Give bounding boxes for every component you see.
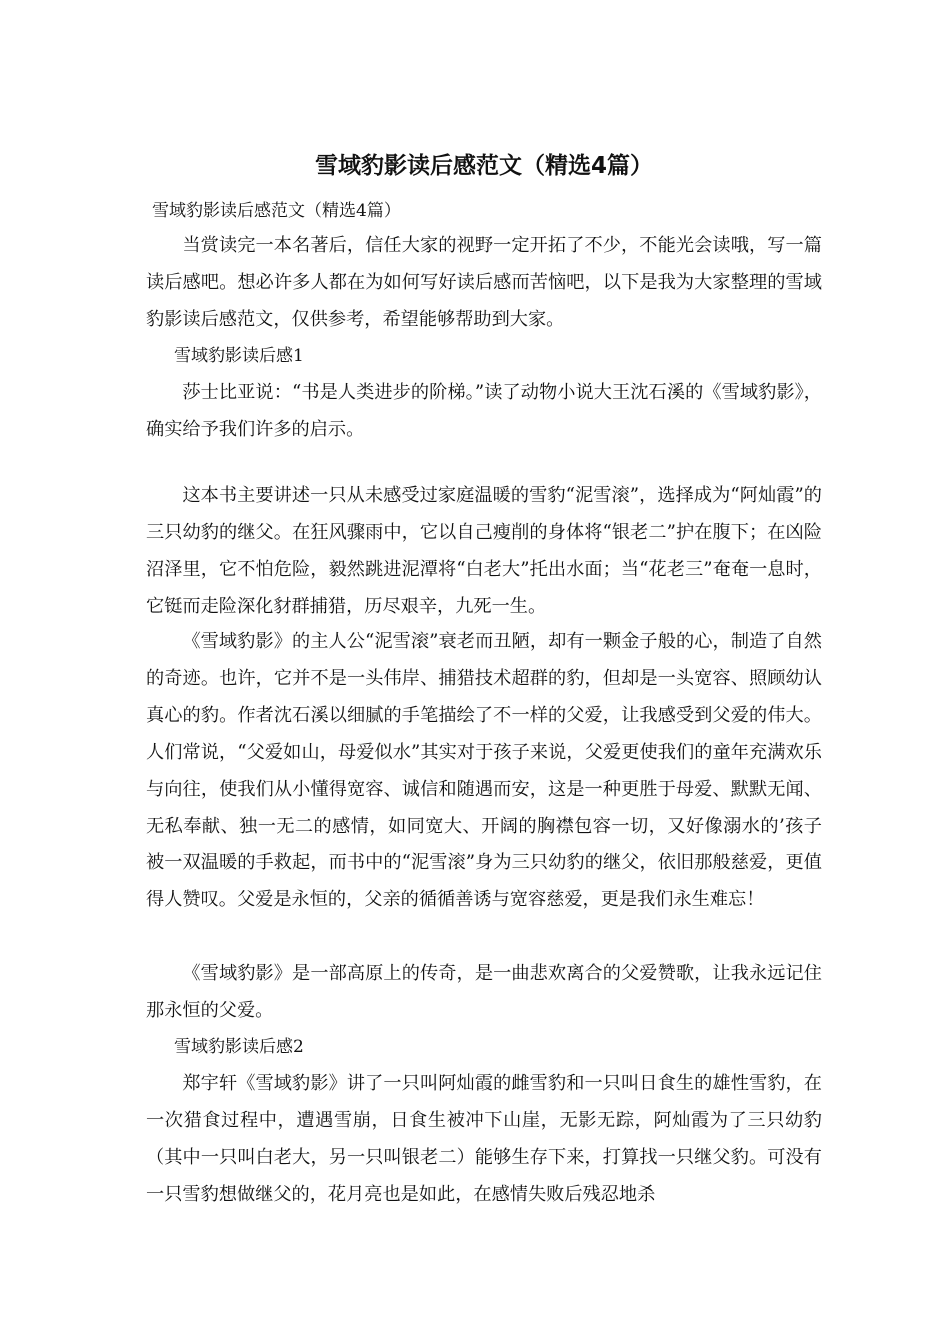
document-subtitle: 雪域豹影读后感范文（精选4篇）: [152, 201, 401, 221]
document-title: 雪域豹影读后感范文（精选4篇）: [314, 153, 653, 179]
section-heading-1: 雪域豹影读后感1: [174, 346, 304, 366]
section-1-paragraph-2: 这本书主要讲述一只从未感受过家庭温暖的雪豹“泥雪滚”，选择成为“阿灿霞”的三只幼豹的继父。在狂风骤雨中，它以自己瘦削的身体将“银老二”护在腹下；在凶险沼泽里，它不怕危险，毅然跳进泥潭将“白老大”托出水面；当“花老三”奄奄一息时，它铤而走险深化豺群捕猎，历尽艰辛，九死一生。: [146, 485, 822, 617]
section-1-paragraph-4: 《雪域豹影》是一部高原上的传奇，是一曲悲欢离合的父爱赞歌，让我永远记住那永恒的父爱。: [146, 963, 822, 1021]
intro-paragraph: 当赏读完一本名著后，信任大家的视野一定开拓了不少，不能光会读哦，写一篇读后感吧。想必许多人都在为如何写好读后感而苦恼吧，以下是我为大家整理的雪域豹影读后感范文，仅供参考，希望能够帮助到大家。: [146, 235, 822, 330]
section-2-paragraph-1: 郑宇轩《雪域豹影》讲了一只叫阿灿霞的雌雪豹和一只叫日食生的雄性雪豹，在一次猎食过程中，遭遇雪崩，日食生被冲下山崖，无影无踪，阿灿霞为了三只幼豹（其中一只叫白老大，另一只叫银老二）能够生存下来，打算找一只继父豹。可没有一只雪豹想做继父的，花月亮也是如此，在感情失败后残忍地杀: [146, 1073, 822, 1205]
document-page: [146, 0, 822, 1344]
section-1-paragraph-1: 莎士比亚说：“书是人类进步的阶梯。”读了动物小说大王沈石溪的《雪域豹影》，确实给予我们许多的启示。: [146, 382, 822, 440]
section-1-paragraph-3: 《雪域豹影》的主人公“泥雪滚”衰老而丑陋，却有一颗金子般的心，制造了自然的奇迹。也许，它并不是一头伟岸、捕猎技术超群的豹，但却是一头宽容、照顾幼认真心的豹。作者沈石溪以细腻的手笔描绘了不一样的父爱，让我感受到父爱的伟大。人们常说，“父爱如山，母爱似水”其实对于孩子来说，父爱更使我们的童年充满欢乐与向往，使我们从小懂得宽容、诚信和随遇而安，这是一种更胜于母爱、默默无闻、无私奉献、独一无二的感情，如同宽大、开阔的胸襟包容一切，又好像溺水的’孩子被一双温暖的手救起，而书中的“泥雪滚”身为三只幼豹的继父，依旧那般慈爱，更值得人赞叹。父爱是永恒的，父亲的循循善诱与宽容慈爱，更是我们永生难忘！: [146, 631, 822, 911]
section-heading-2: 雪域豹影读后感2: [174, 1037, 304, 1057]
